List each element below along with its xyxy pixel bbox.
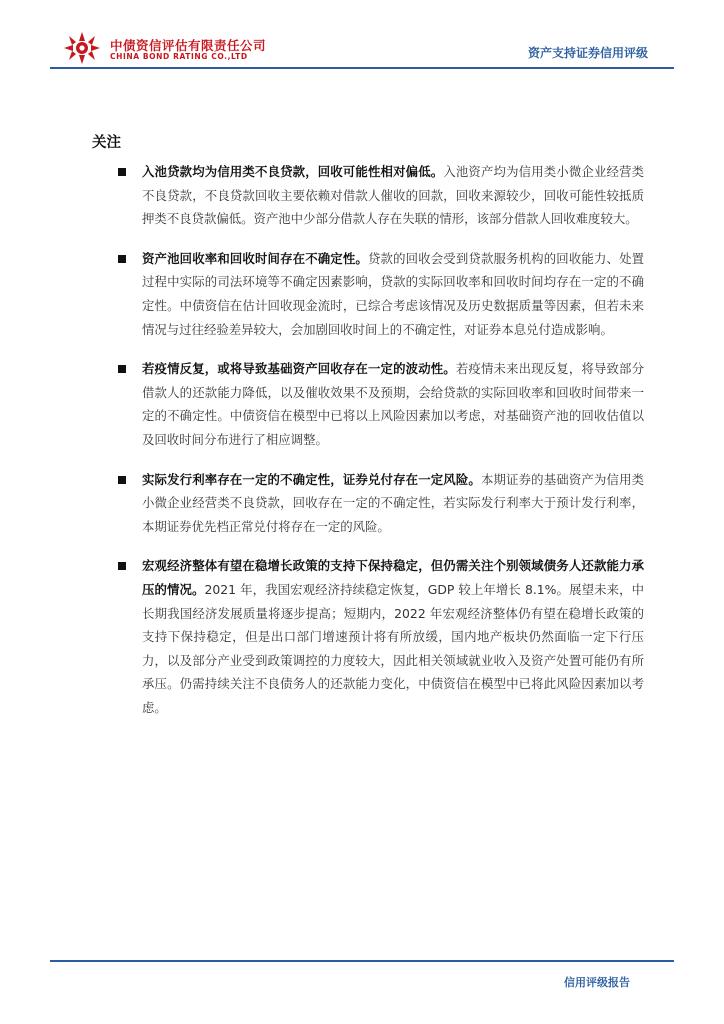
concern-item-body: 贷款的回收会受到贷款服务机构的回收能力、处置过程中实际的司法环境等不确定因素影响，贷款的实际回收率和回收时间均存在一定的不确定性。中债资信在估计回收现金流时，已综合考虑该情况及历史数据质量等因素，但若未来情况与过往经验差异较大，会加剧回收时间上的不确定性，对证券本息兑付造成影响。	[142, 250, 645, 337]
page-header	[0, 0, 724, 80]
square-bullet-icon	[118, 255, 126, 263]
footer-label: 信用评级报告	[564, 976, 630, 989]
square-bullet-icon	[118, 562, 126, 570]
concern-item	[116, 160, 644, 231]
concern-item	[116, 247, 644, 341]
header-divider	[50, 67, 674, 69]
company-name-cn: 中债资信评估有限责任公司	[110, 38, 267, 53]
concern-item	[116, 554, 644, 719]
company-name-en: CHINA BOND RATING CO.,LTD	[110, 52, 248, 61]
section-heading: 关注	[92, 135, 121, 151]
concern-item-title: 若疫情反复，或将导致基础资产回收存在一定的波动性。	[142, 361, 456, 377]
concern-item	[116, 357, 644, 451]
concern-item-title: 宏观经济整体有望在稳增长政策的支持下保持稳定，但仍需关注个别领域债务人还款能力承压的情况。	[142, 558, 644, 597]
concern-item-title: 实际发行利率存在一定的不确定性，证券兑付存在一定风险。	[142, 471, 481, 487]
concern-item-body: 入池资产均为信用类小微企业经营类不良贷款，不良贷款回收主要依赖对借款人催收的回款，回收来源较少，回收可能性较抵质押类不良贷款偏低。资产池中少部分借款人存在失联的情形，该部分借款人回收难度较大。	[142, 164, 645, 227]
report-category-title: 资产支持证券信用评级	[527, 46, 648, 60]
footer-divider	[50, 960, 674, 962]
concern-item-title: 入池贷款均为信用类不良贷款，回收可能性相对偏低。	[142, 164, 444, 179]
square-bullet-icon	[118, 365, 126, 373]
square-bullet-icon	[118, 476, 126, 484]
square-bullet-icon	[118, 168, 126, 176]
concern-item-title: 资产池回收率和回收时间存在不确定性。	[142, 250, 368, 266]
company-logo-icon	[62, 30, 102, 66]
concern-list	[116, 160, 644, 735]
concern-item-body: 本期证券的基础资产为信用类小微企业经营类不良贷款，回收存在一定的不确定性，若实际发行利率大于预计发行利率，本期证券优先档正常兑付将存在一定的风险。	[142, 471, 645, 534]
concern-item	[116, 468, 644, 539]
concern-item-body: 若疫情未来出现反复，将导致部分借款人的还款能力降低，以及催收效果不及预期，会给贷款的实际回收率和回收时间带来一定的不确定性。中债资信在模型中已将以上风险因素加以考虑，对基础资产池的回收估值以及回收时间分布进行了相应调整。	[142, 361, 645, 447]
concern-item-body: 2021 年，我国宏观经济持续稳定恢复，GDP 较上年增长 8.1%。展望未来，中长期我国经济发展质量将逐步提高；短期内，2022 年宏观经济整体仍有望在稳增长政策的支持下保持稳定，但是出口部门增速预计将有所放缓，国内地产板块仍然面临一定下行压力，以及部分产业受到政策调控的力度较大，因此相关领域就业收入及资产处置可能仍有所承压。仍需持续关注不良债务人的还款能力变化，中债资信在模型中已将此风险因素加以考虑。	[142, 581, 644, 715]
